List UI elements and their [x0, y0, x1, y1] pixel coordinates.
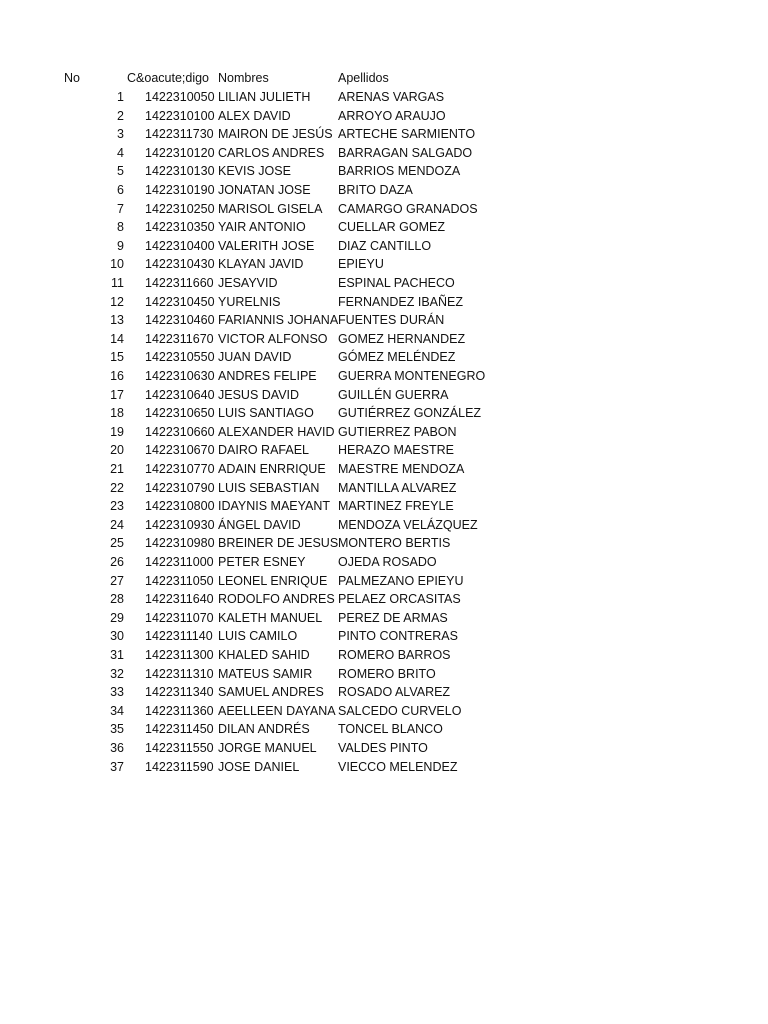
row-apellidos: GUTIERREZ PABON [338, 424, 457, 439]
row-codigo: 1422310430 [145, 257, 215, 272]
row-codigo: 1422310050 [145, 90, 215, 104]
row-nombres: JESAYVID [218, 276, 278, 290]
row-nombres: CARLOS ANDRES [218, 145, 325, 160]
row-nombres: VICTOR ALFONSO [218, 331, 328, 346]
row-number: 28 [110, 592, 124, 607]
row-codigo: 1422311140 [145, 629, 213, 644]
row-number: 18 [110, 406, 124, 421]
row-number: 26 [110, 555, 124, 569]
row-nombres: JUAN DAVID [218, 350, 292, 365]
header-no: No [64, 71, 80, 85]
row-apellidos: GUILLÉN GUERRA [338, 387, 449, 402]
row-apellidos: DIAZ CANTILLO [338, 238, 432, 253]
row-codigo: 1422311550 [145, 741, 214, 755]
row-nombres: MATEUS SAMIR [218, 666, 313, 681]
table-row [0, 162, 768, 181]
row-number: 12 [110, 294, 124, 309]
table-row [0, 348, 768, 367]
table-row [0, 125, 768, 144]
row-codigo: 1422310460 [145, 313, 215, 328]
row-codigo: 1422311670 [145, 331, 214, 346]
row-apellidos: PEREZ DE ARMAS [338, 610, 448, 625]
row-number: 1 [117, 90, 124, 104]
row-nombres: LUIS SANTIAGO [218, 406, 314, 421]
table-row [0, 88, 768, 107]
row-apellidos: ARTECHE SARMIENTO [338, 127, 476, 142]
table-row [0, 311, 768, 330]
row-number: 15 [110, 350, 124, 365]
row-codigo: 1422310450 [145, 294, 215, 309]
table-row [0, 293, 768, 312]
row-nombres: JOSE DANIEL [218, 759, 300, 774]
row-nombres: YAIR ANTONIO [218, 220, 306, 235]
table-row [0, 404, 768, 423]
row-apellidos: GUTIÉRREZ GONZÁLEZ [338, 406, 482, 421]
row-codigo: 1422310980 [145, 536, 215, 551]
header-apellidos: Apellidos [338, 71, 389, 85]
table-row [0, 665, 768, 684]
table-row [0, 609, 768, 628]
row-number: 2 [117, 108, 124, 123]
row-nombres: JORGE MANUEL [218, 741, 317, 755]
row-number: 16 [110, 369, 124, 383]
row-number: 31 [110, 648, 124, 662]
row-number: 19 [110, 424, 124, 439]
row-apellidos: MAESTRE MENDOZA [338, 462, 465, 476]
row-nombres: SAMUEL ANDRES [218, 685, 324, 700]
row-number: 5 [117, 164, 124, 179]
row-apellidos: HERAZO MAESTRE [338, 443, 454, 458]
row-codigo: 1422311310 [145, 666, 214, 681]
row-nombres: KHALED SAHID [218, 648, 310, 662]
row-apellidos: GOMEZ HERNANDEZ [338, 331, 466, 346]
row-apellidos: PINTO CONTRERAS [338, 629, 458, 644]
row-nombres: JONATAN JOSE [218, 183, 311, 197]
row-apellidos: BRITO DAZA [338, 183, 413, 197]
row-codigo: 1422310250 [145, 201, 215, 216]
row-number: 6 [117, 183, 124, 197]
row-nombres: MAIRON DE JESÚS [218, 127, 333, 142]
row-codigo: 1422310190 [145, 183, 215, 197]
row-codigo: 1422310640 [145, 387, 215, 402]
table-row [0, 590, 768, 609]
row-apellidos: EPIEYU [338, 257, 384, 272]
table-row [0, 274, 768, 293]
row-codigo: 1422310660 [145, 424, 215, 439]
row-codigo: 1422310670 [145, 443, 215, 458]
table-row [0, 460, 768, 479]
row-apellidos: ROMERO BRITO [338, 666, 436, 681]
row-apellidos: PELAEZ ORCASITAS [338, 592, 461, 607]
row-nombres: YURELNIS [218, 294, 281, 309]
table-row [0, 534, 768, 553]
row-codigo: 1422310650 [145, 406, 215, 421]
row-apellidos: BARRIOS MENDOZA [338, 164, 461, 179]
row-number: 30 [110, 629, 124, 644]
row-apellidos: VIECCO MELENDEZ [338, 759, 458, 774]
row-nombres: KALETH MANUEL [218, 610, 323, 625]
table-row [0, 720, 768, 739]
row-nombres: AEELLEEN DAYANA [218, 703, 336, 718]
row-number: 10 [110, 257, 124, 272]
row-number: 9 [117, 238, 124, 253]
row-codigo: 1422311730 [145, 127, 214, 142]
table-row [0, 181, 768, 200]
table-row [0, 646, 768, 665]
row-apellidos: ARROYO ARAUJO [338, 108, 446, 123]
row-number: 34 [110, 703, 124, 718]
table-row [0, 683, 768, 702]
row-apellidos: GÓMEZ MELÉNDEZ [338, 350, 456, 365]
table-row [0, 702, 768, 721]
row-apellidos: FUENTES DURÁN [338, 313, 445, 328]
row-number: 3 [117, 127, 124, 142]
row-apellidos: SALCEDO CURVELO [338, 703, 462, 718]
row-number: 13 [110, 313, 124, 328]
row-number: 21 [110, 462, 124, 476]
row-number: 8 [117, 220, 124, 235]
row-codigo: 1422310790 [145, 480, 215, 495]
table-row [0, 237, 768, 256]
table-row [0, 386, 768, 405]
row-nombres: ALEX DAVID [218, 108, 291, 123]
table-row [0, 423, 768, 442]
row-codigo: 1422311070 [145, 610, 214, 625]
row-codigo: 1422310550 [145, 350, 215, 365]
row-apellidos: OJEDA ROSADO [338, 555, 437, 569]
row-nombres: DILAN ANDRÉS [218, 722, 310, 737]
row-number: 11 [111, 276, 124, 290]
row-codigo: 1422310400 [145, 238, 215, 253]
row-number: 27 [110, 573, 124, 588]
row-nombres: PETER ESNEY [218, 555, 306, 569]
table-row [0, 441, 768, 460]
row-number: 24 [110, 517, 124, 532]
row-apellidos: ROMERO BARROS [338, 648, 451, 662]
row-nombres: FARIANNIS JOHANA [218, 313, 339, 328]
row-apellidos: MENDOZA VELÁZQUEZ [338, 517, 478, 532]
row-codigo: 1422310630 [145, 369, 215, 383]
row-nombres: ANDRES FELIPE [218, 369, 317, 383]
row-apellidos: PALMEZANO EPIEYU [338, 573, 464, 588]
row-codigo: 1422311300 [145, 648, 214, 662]
table-row [0, 330, 768, 349]
row-codigo: 1422310930 [145, 517, 215, 532]
table-row [0, 572, 768, 591]
table-row [0, 739, 768, 758]
row-codigo: 1422310770 [145, 462, 215, 476]
header-codigo: C&oacute;digo [127, 71, 210, 85]
row-number: 17 [110, 387, 124, 402]
row-nombres: LEONEL ENRIQUE [218, 573, 328, 588]
row-apellidos: MANTILLA ALVAREZ [338, 480, 457, 495]
row-apellidos: ARENAS VARGAS [338, 90, 445, 104]
row-apellidos: CUELLAR GOMEZ [338, 220, 445, 235]
row-number: 35 [110, 722, 124, 737]
row-number: 25 [110, 536, 124, 551]
row-apellidos: MARTINEZ FREYLE [338, 499, 454, 514]
row-nombres: LUIS CAMILO [218, 629, 298, 644]
row-codigo: 1422311660 [145, 276, 214, 290]
row-codigo: 1422310130 [145, 164, 215, 179]
row-number: 20 [110, 443, 124, 458]
row-nombres: LUIS SEBASTIAN [218, 480, 320, 495]
row-codigo: 1422311450 [145, 722, 214, 737]
row-number: 33 [110, 685, 124, 700]
row-nombres: ÁNGEL DAVID [218, 517, 301, 532]
row-nombres: IDAYNIS MAEYANT [218, 499, 331, 514]
row-number: 32 [110, 666, 124, 681]
row-nombres: LILIAN JULIETH [218, 90, 311, 104]
row-apellidos: BARRAGAN SALGADO [338, 145, 473, 160]
row-nombres: ADAIN ENRRIQUE [218, 462, 326, 476]
row-nombres: MARISOL GISELA [218, 201, 323, 216]
row-codigo: 1422310120 [145, 145, 215, 160]
row-codigo: 1422311590 [145, 759, 214, 774]
row-nombres: JESUS DAVID [218, 387, 300, 402]
table-row [0, 218, 768, 237]
table-row [0, 516, 768, 535]
row-apellidos: ESPINAL PACHECO [338, 276, 455, 290]
row-number: 29 [110, 610, 124, 625]
row-number: 14 [110, 331, 124, 346]
table-row [0, 144, 768, 163]
row-apellidos: ROSADO ALVAREZ [338, 685, 451, 700]
table-row [0, 758, 768, 777]
table-row [0, 627, 768, 646]
table-row [0, 367, 768, 386]
row-apellidos: FERNANDEZ IBAÑEZ [338, 294, 464, 309]
row-nombres: ALEXANDER HAVID [218, 424, 335, 439]
row-codigo: 1422310350 [145, 220, 215, 235]
row-codigo: 1422311340 [145, 685, 214, 700]
header-nombres: Nombres [218, 71, 269, 85]
header-row [0, 69, 768, 87]
row-codigo: 1422311050 [145, 573, 214, 588]
row-nombres: KEVIS JOSE [218, 164, 291, 179]
row-apellidos: VALDES PINTO [338, 741, 428, 755]
row-nombres: VALERITH JOSE [218, 238, 315, 253]
row-number: 23 [110, 499, 124, 514]
row-number: 4 [117, 145, 124, 160]
table-row [0, 553, 768, 572]
row-apellidos: MONTERO BERTIS [338, 536, 451, 551]
row-number: 22 [110, 480, 124, 495]
table-row [0, 479, 768, 498]
row-apellidos: CAMARGO GRANADOS [338, 201, 478, 216]
row-number: 7 [117, 201, 124, 216]
table-row [0, 107, 768, 126]
table-row [0, 200, 768, 219]
row-codigo: 1422310800 [145, 499, 215, 514]
row-codigo: 1422311360 [145, 703, 214, 718]
row-apellidos: TONCEL BLANCO [338, 722, 443, 737]
row-codigo: 1422311000 [145, 555, 214, 569]
row-number: 37 [110, 759, 124, 774]
row-apellidos: GUERRA MONTENEGRO [338, 369, 486, 383]
row-nombres: BREINER DE JESUS [218, 536, 339, 551]
row-nombres: RODOLFO ANDRES [218, 592, 335, 607]
table-row [0, 497, 768, 516]
table-row [0, 255, 768, 274]
row-number: 36 [110, 741, 124, 755]
row-nombres: KLAYAN JAVID [218, 257, 304, 272]
row-codigo: 1422311640 [145, 592, 214, 607]
row-codigo: 1422310100 [145, 108, 215, 123]
row-nombres: DAIRO RAFAEL [218, 443, 309, 458]
